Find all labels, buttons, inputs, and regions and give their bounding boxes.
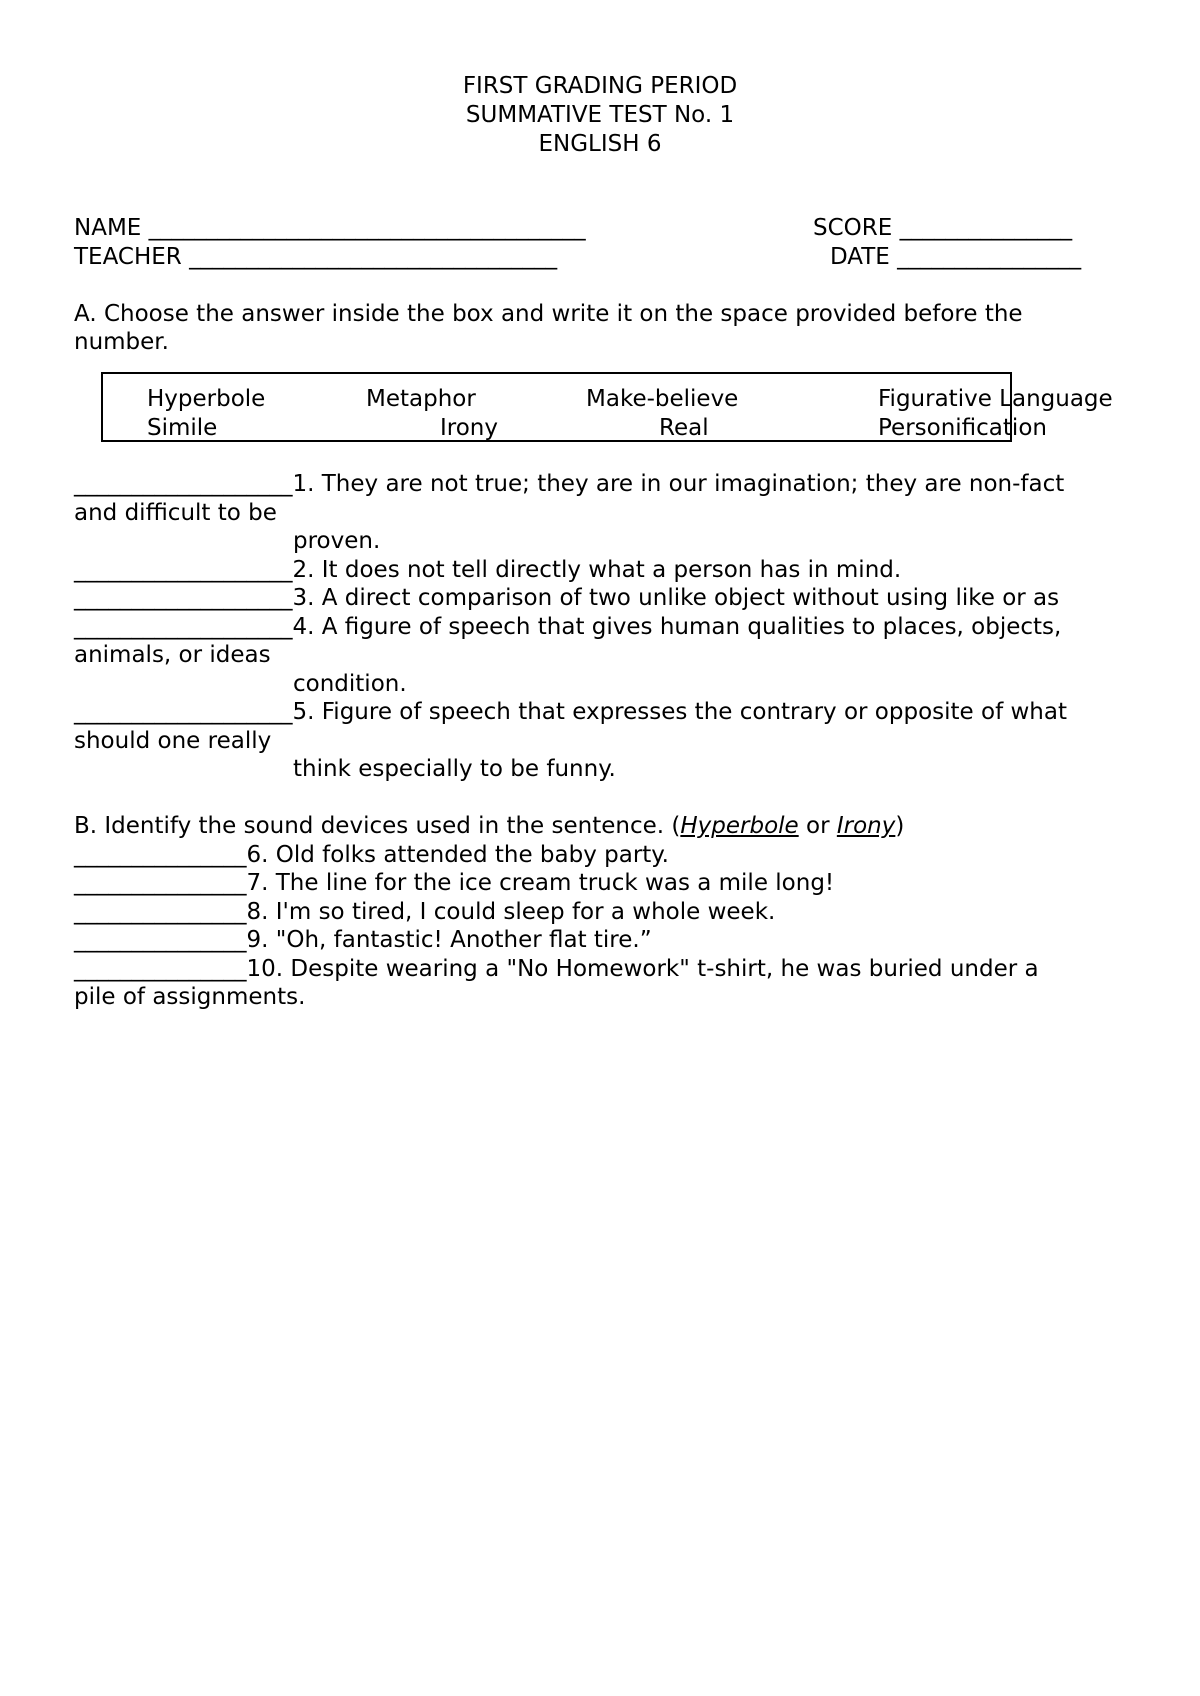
item-continuation: and difficult to be	[74, 500, 277, 526]
instruction-or: or	[798, 813, 837, 839]
answer-blank[interactable]: ___________________	[74, 614, 293, 640]
item-text: 8. I'm so tired, I could sleep for a whole week.	[246, 899, 776, 925]
item-continuation: should one really	[74, 728, 272, 754]
item-text: 7. The line for the ice cream truck was a mile long!	[246, 870, 835, 896]
list-item	[74, 898, 775, 926]
name-field[interactable]: NAME ______________________________________	[74, 215, 586, 241]
part-b-instruction	[74, 812, 904, 840]
choice-hyperbole: Hyperbole	[147, 386, 266, 412]
item-text: 5. Figure of speech that expresses the contrary or opposite of what	[292, 699, 1067, 725]
item-text: 6. Old folks attended the baby party.	[246, 842, 669, 868]
answer-blank[interactable]: _______________	[74, 956, 247, 982]
instruction-close: )	[895, 813, 905, 839]
subject-title: ENGLISH 6	[538, 131, 662, 157]
teacher-field[interactable]: TEACHER ________________________________	[74, 244, 558, 270]
score-field[interactable]: SCORE _______________	[813, 215, 1073, 241]
item-text: 3. A direct comparison of two unlike object without using like or as	[292, 585, 1060, 611]
list-item	[74, 556, 901, 584]
choice-real: Real	[659, 415, 709, 441]
date-field[interactable]: DATE ________________	[830, 244, 1082, 270]
choice-personification: Personification	[878, 415, 1047, 441]
choice-make-believe: Make-believe	[586, 386, 739, 412]
item-text: 4. A figure of speech that gives human qualities to places, objects,	[292, 614, 1062, 640]
part-a-instruction-line2: number.	[74, 329, 169, 355]
item-continuation: proven.	[293, 528, 381, 554]
item-text: 9. "Oh, fantastic! Another flat tire.”	[246, 927, 652, 953]
item-text: 1. They are not true; they are in our imagination; they are non-fact	[292, 471, 1065, 497]
item-text: 2. It does not tell directly what a person has in mind.	[292, 557, 902, 583]
choice-simile: Simile	[147, 415, 218, 441]
item-continuation: condition.	[293, 671, 407, 697]
item-continuation: pile of assignments.	[74, 984, 306, 1010]
option-hyperbole: Hyperbole	[680, 813, 799, 839]
option-irony: Irony	[836, 813, 896, 839]
item-continuation: animals, or ideas	[74, 642, 271, 668]
choice-irony: Irony	[440, 415, 498, 441]
period-title: FIRST GRADING PERIOD	[462, 73, 738, 99]
choice-metaphor: Metaphor	[366, 386, 476, 412]
choice-figurative-language: Figurative Language	[878, 386, 1113, 412]
item-text: 10. Despite wearing a "No Homework" t-shirt, he was buried under a	[246, 956, 1039, 982]
answer-blank[interactable]: ___________________	[74, 471, 293, 497]
answer-blank[interactable]: ___________________	[74, 557, 293, 583]
list-item	[74, 926, 652, 954]
list-item	[74, 584, 1059, 612]
list-item	[74, 698, 1067, 726]
answer-blank[interactable]: _______________	[74, 899, 247, 925]
test-title: SUMMATIVE TEST No. 1	[465, 102, 735, 128]
answer-blank[interactable]: _______________	[74, 870, 247, 896]
answer-blank[interactable]: ___________________	[74, 699, 293, 725]
answer-blank[interactable]: ___________________	[74, 585, 293, 611]
list-item	[74, 841, 669, 869]
list-item	[74, 470, 1064, 498]
list-item	[74, 869, 834, 897]
list-item	[74, 613, 1061, 641]
instruction-text: B. Identify the sound devices used in the sentence. (	[74, 813, 681, 839]
item-continuation: think especially to be funny.	[293, 756, 616, 782]
answer-blank[interactable]: _______________	[74, 842, 247, 868]
list-item	[74, 955, 1039, 983]
answer-blank[interactable]: _______________	[74, 927, 247, 953]
part-a-instruction-line1: A. Choose the answer inside the box and write it on the space provided before the	[74, 301, 1023, 327]
